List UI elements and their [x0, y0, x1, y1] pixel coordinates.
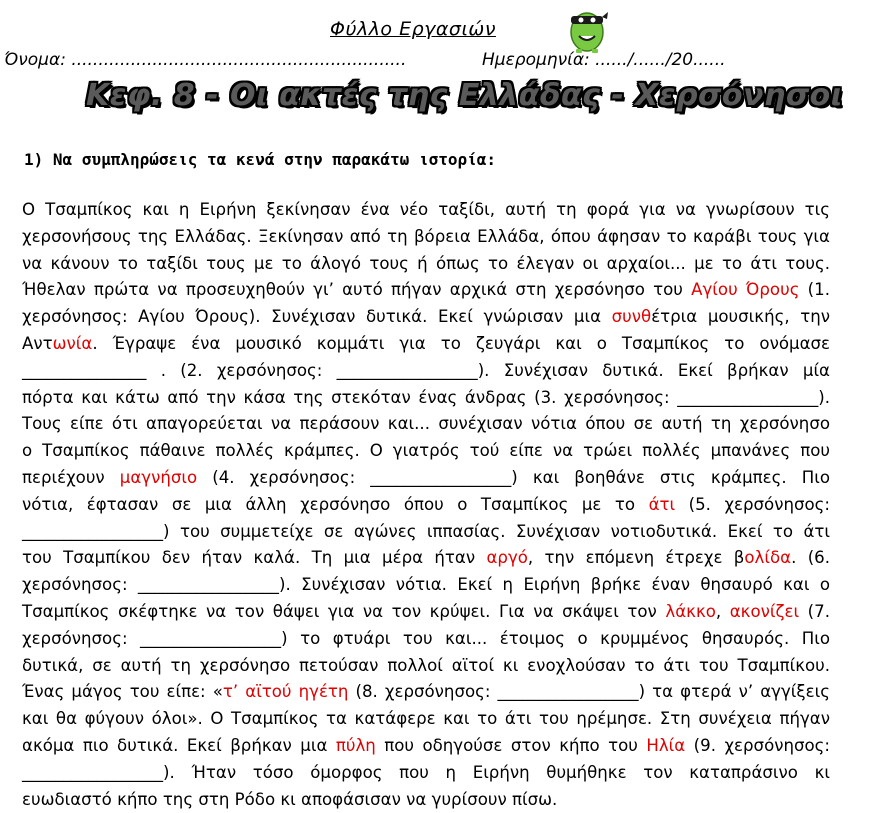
story-line: Ένας μάγος του είπε: «τ’ αϊτού ηγέτη (8. χερσόνησος: _________________) τα φτερά ν’ αγγίξεις: [22, 682, 830, 702]
story-line: δυτικά, σε αυτή τη χερσόνησο πετούσαν πολλοί αϊτοί κι ενοχλούσαν το άτι του Τσαμπίκου.: [22, 655, 830, 675]
story-text: [22, 197, 830, 813]
story-line: Τους είπε ότι απαγορεύεται να περάσουν και... συνέχισαν νότια όπου σε αυτή τη χερσόνησο: [22, 414, 830, 434]
story-line: χερσόνησος: _________________). Συνέχισαν νότια. Εκεί η Ειρήνη βρήκε έναν θησαυρό και ο: [22, 575, 830, 595]
story-line: χερσόνησος: _________________) το φτυάρι του και... έτοιμος ο κρυμμένος θησαυρός. Πιο: [22, 628, 830, 648]
highlighted-word: μαγνήσιο: [119, 467, 198, 487]
highlighted-word: ολίδα: [744, 548, 792, 568]
chapter-title: Κεφ. 8 - Οι ακτές της Ελλάδας - Χερσόνησοι: [86, 78, 843, 113]
story-line: να κάνουν το ταξίδι τους με το άλογό τους ή όπως το έλεγαν οι αρχαίοι... με το άτι τους.: [22, 253, 830, 273]
date-field-label: Ημερομηνία: ....../....../20......: [482, 50, 726, 70]
highlighted-word: άτι: [648, 494, 676, 514]
story-line: _________________). Ήταν τόσο όμορφος που η Ειρήνη θυμήθηκε τον καταπράσινο κι: [22, 762, 830, 782]
highlighted-word: συνθ: [611, 307, 652, 327]
story-line: _______________ . (2. χερσόνησος: _________________). Συνέχισαν δυτικά. Εκεί βρήκαν μία: [22, 360, 830, 380]
exercise-heading: 1) Να συμπληρώσεις τα κενά στην παρακάτω ιστορία:: [24, 150, 497, 169]
story-line: _________________) του συμμετείχε σε αγώνες ιππασίας. Συνέχισαν νοτιοδυτικά. Εκεί το άτι: [22, 521, 830, 541]
story-line: του Τσαμπίκου δεν ήταν καλά. Τη μια μέρα ήταν αργό, την επόμενη έτρεχε βολίδα. (6.: [22, 548, 831, 568]
story-line: ακόμα πιο δυτικά. Εκεί βρήκαν μια πύλη που οδηγούσε στον κήπο του Ηλία (9. χερσόνησος:: [22, 735, 831, 755]
green-monster-mascot-icon: [565, 2, 609, 54]
highlighted-word: λάκκο: [665, 601, 716, 621]
highlighted-word: πύλη: [335, 735, 376, 755]
highlighted-word: αργό: [486, 548, 528, 568]
story-line: χερσονήσους της Ελλάδας. Ξεκίνησαν από τη βόρεια Ελλάδα, όπου άφησαν το καράβι τους για: [22, 226, 830, 246]
highlighted-word: Ηλία: [646, 735, 686, 755]
story-line: Τσαμπίκος σκέφτηκε να τον θάψει για να τον κρύψει. Για να σκάψει τον λάκκο, ακονίζει (7.: [22, 601, 830, 621]
story-line: ευωδιαστό κήπο της στη Ρόδο κι αποφάσισαν να γυρίσουν πίσω.: [22, 789, 558, 809]
name-field-label: Όνομα: ..............................................................: [4, 50, 407, 70]
highlighted-word: ακονίζει: [729, 601, 800, 621]
story-line: περιέχουν μαγνήσιο (4. χερσόνησος: _________________) και βοηθάνε στις κράμπες. Πιο: [22, 467, 830, 487]
highlighted-word: τ’ αϊτού ηγέτη: [222, 682, 349, 702]
story-line: νότια, έφτασαν σε μια άλλη χερσόνησο όπου ο Τσαμπίκος με το άτι (5. χερσόνησος:: [22, 494, 830, 514]
highlighted-word: Αγίου Όρους: [691, 280, 800, 300]
story-line: ο Τσαμπίκος πάθαινε πολλές κράμπες. Ο γιατρός τού είπε να τρώει πολλές μπανάνες που: [22, 441, 830, 461]
highlighted-word: ωνία: [52, 333, 93, 353]
worksheet-title: Φύλλο Εργασιών: [330, 18, 496, 40]
story-line: χερσόνησος: Αγίου Όρους). Συνέχισαν δυτικά. Εκεί γνώρισαν μια συνθέτρια μουσικής, την: [22, 307, 830, 327]
story-line: Αντωνία. Έγραψε ένα μουσικό κομμάτι για το ζευγάρι και ο Τσαμπίκος το ονόμασε: [22, 333, 830, 353]
story-line: και θα φύγουν όλοι». Ο Τσαμπίκος τα κατάφερε και το άτι του ηρέμησε. Στη συνέχεια πήγαν: [22, 709, 830, 729]
story-line: πόρτα και κάτω από την κάσα της στεκόταν ένας άνδρας (3. χερσόνησος: _________________).: [22, 387, 830, 407]
story-line: Ήθελαν πρώτα να προσευχηθούν γι’ αυτό πήγαν αρχικά στη χερσόνησο του Αγίου Όρους (1.: [22, 280, 830, 300]
story-line: Ο Τσαμπίκος και η Ειρήνη ξεκίνησαν ένα νέο ταξίδι, αυτή τη φορά για να γνωρίσουν τις: [22, 200, 830, 219]
